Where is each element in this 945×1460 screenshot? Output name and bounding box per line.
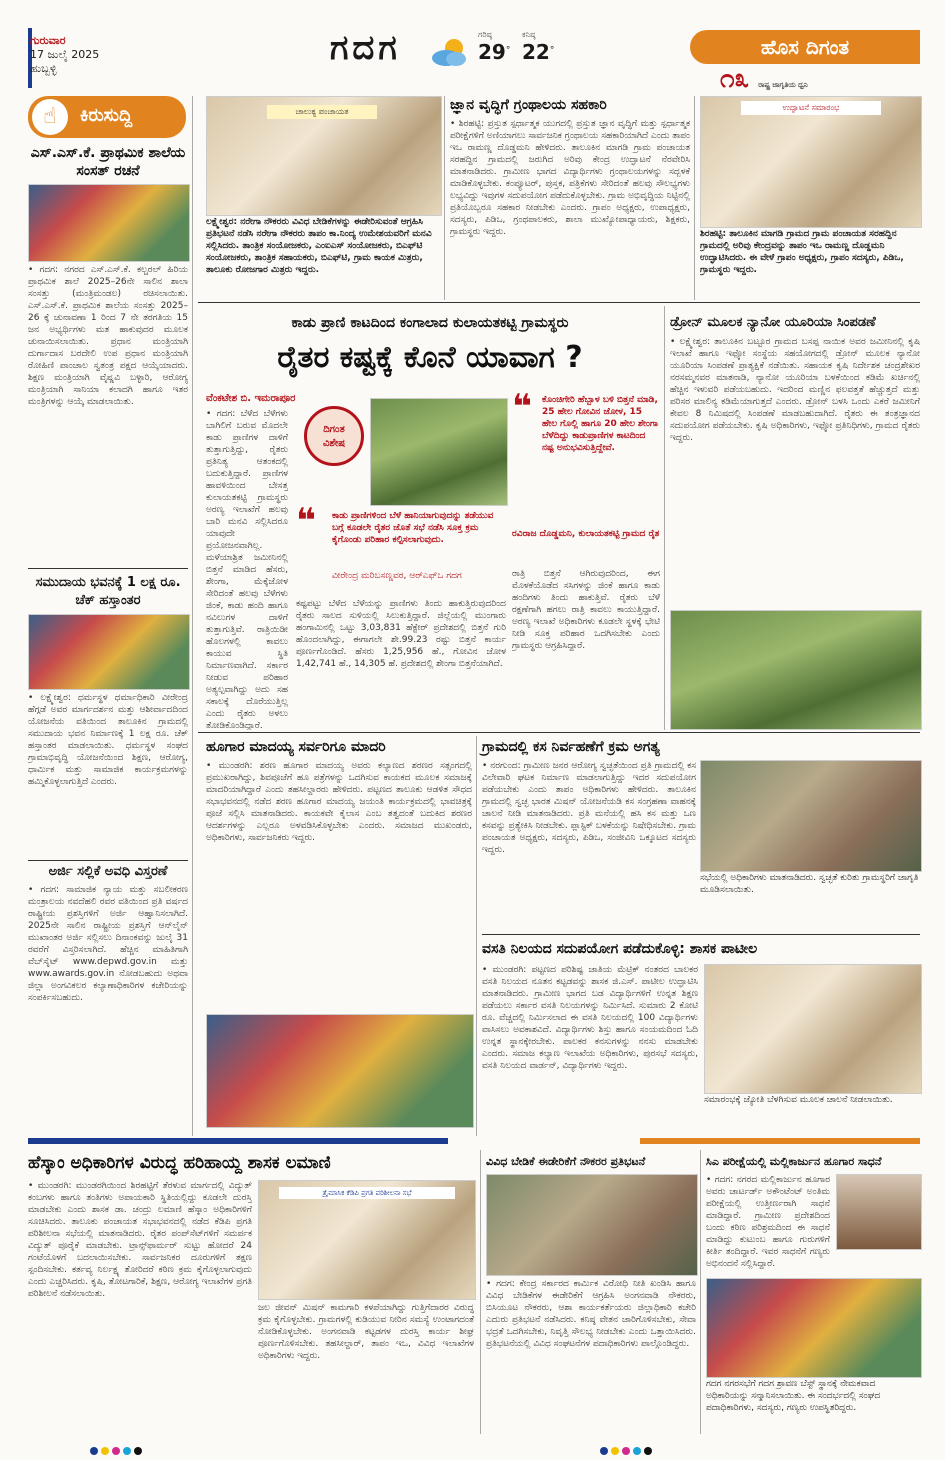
farmer-quote [512, 387, 660, 562]
hostel-title: ವಸತಿ ನಿಲಯದ ಸದುಪಯೋಗ ಪಡೆದುಕೊಳ್ಳಿ: ಶಾಸಕ ಪಾಟೀಲ [482, 941, 758, 957]
color-bar-right [640, 1138, 920, 1144]
max-deg: ° [505, 45, 511, 56]
hostel-caption: ಸಮಾರಂಭಕ್ಕೆ ಜ್ಯೋತಿ ಬೆಳಗಿಸುವ ಮೂಲಕ ಚಾಲನೆ ನೀಡಲಾಯಿತು. [704, 1095, 893, 1105]
escom-body: • ಮುಂಡರಗಿ: ಮುಂಡರಗಿಯಿಂದ ಶಿರಹಟ್ಟಿಗೆ ತೆರಳುವ ಮಾರ್ಗದಲ್ಲಿ ವಿದ್ಯುತ್ ಕಂಬಗಳು ಹಾಗೂ ತಂತಿಗಳು ಅಪಾಯಕಾರಿ ಸ್ಥಿತಿಯಲ್ಲಿದ್ದು ಕೂಡಲೇ ದುರಸ್ತಿ ಮಾಡಬೇಕು ಎಂದು ಶಾಸಕ ಡಾ. ಚಂದ್ರು ಲಮಾಣಿ ಹೆಸ್ಕಾಂ ಅಧಿಕಾರಿಗಳಿಗೆ ಸೂಚಿಸಿದರು. ತಾಲೂಕು ಪಂಚಾಯತ ಸಭಾಭವನದಲ್ಲಿ ನಡೆದ ಕೆಡಿಪಿ ಪ್ರಗತಿ ಪರಿಶೀಲನಾ ಸಭೆಯಲ್ಲಿ ಮಾತನಾಡಿದರು. ರೈತರ ಪಂಪ್‌ಸೆಟ್‌ಗಳಿಗೆ ಸಮರ್ಪಕ ವಿದ್ಯುತ್ ಪೂರೈಕೆ ಮಾಡಬೇಕು. ಟ್ರಾನ್ಸ್‌ಫಾರ್ಮರ್ ಸುಟ್ಟು ಹೋದರೆ 24 ಗಂಟೆಯೊಳಗೆ ಬದಲಾಯಿಸಬೇಕು. ಸಾರ್ವಜನಿಕರ ದೂರುಗಳಿಗೆ ತಕ್ಷಣ ಸ್ಪಂದಿಸಬೇಕು. ಕರ್ತವ್ಯ ನಿರ್ಲಕ್ಷ್ಯ ತೋರಿದರೆ ಕಠಿಣ ಕ್ರಮ ಕೈಗೊಳ್ಳಲಾಗುವುದು ಎಂದು ಎಚ್ಚರಿಸಿದರು. ಕೃಷಿ, ತೋಟಗಾರಿಕೆ, ಶಿಕ್ಷಣ, ಆರೋಗ್ಯ ಇಲಾಖೆಗಳ ಪ್ರಗತಿ ಪರಿಶೀಲನೆ ನಡೆಸಲಾಯಿತು. [28, 1181, 252, 1299]
waste-title: ಗ್ರಾಮದಲ್ಲಿ ಕಸ ನಿರ್ವಹಣೆಗೆ ಕ್ರಮ ಅಗತ್ಯ [482, 739, 660, 755]
kdp-meeting-photo [258, 1180, 476, 1300]
csp-body: • ಗದಗ: ನಗರದ ಮಲ್ಲಿಕಾರ್ಜುನ ಹೂಗಾರ ಅವರು ಚಾರ್ಟರ್ಡ್ ಅಕೌಂಟೆಂಟ್ ಅಂತಿಮ ಪರೀಕ್ಷೆಯಲ್ಲಿ ಉತ್ತೀರ್ಣರಾಗಿ ಸಾಧನೆ ಮಾಡಿದ್ದಾರೆ. ಗ್ರಾಮೀಣ ಪ್ರದೇಶದಿಂದ ಬಂದು ಕಠಿಣ ಪರಿಶ್ರಮದಿಂದ ಈ ಸಾಧನೆ ಮಾಡಿದ್ದು ಕುಟುಂಬ ಹಾಗೂ ಗುರುಗಳಿಗೆ ಕೀರ್ತಿ ತಂದಿದ್ದಾರೆ. ಇವರ ಸಾಧನೆಗೆ ಗಣ್ಯರು ಅಭಿನಂದನೆ ಸಲ್ಲಿಸಿದ್ದಾರೆ. [706, 1175, 830, 1269]
farmer-quote-by: ರವಿರಾಜ ದೊಡ್ಡಮನಿ, ಕುಲಾಯತಕಟ್ಟಿ ಗ್ರಾಮದ ರೈತ [512, 529, 660, 539]
library-inauguration-photo [700, 96, 922, 228]
masthead [0, 0, 945, 92]
footer-registration-dots [600, 1440, 655, 1450]
column-divider [476, 736, 477, 1136]
csp-title: ಸಿಎ ಪರೀಕ್ಷೆಯಲ್ಲಿ ಮಲ್ಲಿಕಾರ್ಜುನ ಹೂಗಾರ ಸಾಧನೆ [706, 1155, 882, 1168]
badge-line1: ದಿಗಂತ [323, 424, 345, 435]
hugar-jayanti-photo [206, 1014, 474, 1128]
quote-icon: ❝ [296, 501, 316, 541]
hostel-body: • ಮುಂಡರಗಿ: ಪಟ್ಟಣದ ಪರಿಶಿಷ್ಟ ಜಾತಿಯ ಮೆಟ್ರಿಕ್ ನಂತರದ ಬಾಲಕರ ವಸತಿ ನಿಲಯದ ನೂತನ ಕಟ್ಟಡವನ್ನು ಶಾಸಕ ಜಿ.ಎಸ್. ಪಾಟೀಲ ಉದ್ಘಾಟಿಸಿ ಮಾತನಾಡಿದರು. ಗ್ರಾಮೀಣ ಭಾಗದ ಬಡ ವಿದ್ಯಾರ್ಥಿಗಳಿಗೆ ಉನ್ನತ ಶಿಕ್ಷಣ ಪಡೆಯಲು ಸರ್ಕಾರ ವಸತಿ ನಿಲಯಗಳನ್ನು ನಿರ್ಮಿಸಿದೆ. ಸುಮಾರು 2 ಕೋಟಿ ರೂ. ವೆಚ್ಚದಲ್ಲಿ ನಿರ್ಮಿಸಲಾದ ಈ ವಸತಿ ನಿಲಯದಲ್ಲಿ 100 ವಿದ್ಯಾರ್ಥಿಗಳು ವಾಸಿಸಲು ಅವಕಾಶವಿದೆ. ವಿದ್ಯಾರ್ಥಿಗಳು ಶಿಸ್ತು ಹಾಗೂ ಸಂಯಮದಿಂದ ಓದಿ ಉನ್ನತ ಸ್ಥಾನಕ್ಕೇರಬೇಕು. ಪಾಲಕರ ಕನಸುಗಳನ್ನು ನನಸು ಮಾಡಬೇಕು ಎಂದರು. ಸಮಾಜ ಕಲ್ಯಾಣ ಇಲಾಖೆಯ ಅಧಿಕಾರಿಗಳು, ಪುರಸಭೆ ಸದಸ್ಯರು, ವಸತಿ ನಿಲಯದ ವಾರ್ಡನ್, ವಿದ್ಯಾರ್ಥಿಗಳು ಇದ್ದರು. [482, 965, 698, 1071]
escom-body2: ಜಲ ಜೀವನ್ ಮಿಷನ್ ಕಾಮಗಾರಿ ಕಳಪೆಯಾಗಿದ್ದು ಗುತ್ತಿಗೆದಾರರ ವಿರುದ್ಧ ಕ್ರಮ ಕೈಗೊಳ್ಳಬೇಕು. ಗ್ರಾಮಗಳಲ್ಲಿ ಕುಡಿಯುವ ನೀರಿನ ಸಮಸ್ಯೆ ಉಂಟಾಗದಂತೆ ನೋಡಿಕೊಳ್ಳಬೇಕು. ಅಂಗನವಾಡಿ ಕಟ್ಟಡಗಳ ದುರಸ್ತಿ ಕಾರ್ಯ ಶೀಘ್ರ ಪೂರ್ಣಗೊಳಿಸಬೇಕು. ತಹಸೀಲ್ದಾರ್, ತಾಪಂ ಇಒ, ವಿವಿಧ ಇಲಾಖೆಗಳ ಅಧಿಕಾರಿಗಳು ಇದ್ದರು. [258, 1303, 474, 1361]
min-deg: ° [549, 45, 555, 56]
rfo-quote-text: ಕಾಡು ಪ್ರಾಣಿಗಳಿಂದ ಬೆಳೆ ಹಾನಿಯಾಗುವುದನ್ನು ತಡೆಯುವ ಬಗ್ಗೆ ಕೂಡಲೇ ರೈತರ ಜೊತೆ ಸಭೆ ನಡೆಸಿ ಸೂಕ್ತ ಕ್ರಮ ಕೈಗೊಂಡು ಪರಿಹಾರ ಕಲ್ಪಿಸಲಾಗುವುದು. [332, 511, 494, 545]
max-temp: 29 [478, 40, 506, 64]
column-divider [444, 96, 445, 300]
section-title: ಕಿರುಸುದ್ದಿ [80, 105, 133, 126]
waste-caption: ಸಭೆಯಲ್ಲಿ ಅಧಿಕಾರಿಗಳು ಮಾತನಾಡಿದರು. ಸ್ವಚ್ಛತೆ ಕುರಿತು ಗ್ರಾಮಸ್ಥರಿಗೆ ಜಾಗೃತಿ ಮೂಡಿಸಲಾಯಿತು. [700, 873, 919, 895]
school-photo [28, 184, 190, 262]
drone-body: • ಲಕ್ಷ್ಮೇಶ್ವರ: ತಾಲೂಕಿನ ಬಟ್ಟೂರ ಗ್ರಾಮದ ಬಸಪ್ಪ ನಾಯಿಕ ಅವರ ಜಮೀನಿನಲ್ಲಿ ಕೃಷಿ ಇಲಾಖೆ ಹಾಗೂ ಇಫ್ಕೋ ಸಂಸ್ಥೆಯ ಸಹಯೋಗದಲ್ಲಿ ಡ್ರೋನ್ ಮೂಲಕ ನ್ಯಾನೋ ಯೂರಿಯಾ ಸಿಂಪಡಣೆ ಪ್ರಾತ್ಯಕ್ಷಿಕೆ ನಡೆಯಿತು. ಸಹಾಯಕ ಕೃಷಿ ನಿರ್ದೇಶಕ ಚಂದ್ರಶೇಖರ ನರಸಮ್ಮನವರ ಮಾತನಾಡಿ, ನ್ಯಾನೋ ಯೂರಿಯಾ ಬಳಕೆಯಿಂದ ಕಡಿಮೆ ಖರ್ಚಿನಲ್ಲಿ ಹೆಚ್ಚಿನ ಇಳುವರಿ ಪಡೆಯಬಹುದು. ಇದರಿಂದ ಮಣ್ಣಿನ ಫಲವತ್ತತೆ ಹೆಚ್ಚುತ್ತದೆ ಮತ್ತು ಪರಿಸರ ಮಾಲಿನ್ಯ ಕಡಿಮೆಯಾಗುತ್ತದೆ ಎಂದರು. ಡ್ರೋನ್ ಬಳಸಿ ಒಂದು ಎಕರೆ ಜಮೀನಿಗೆ ಕೇವಲ 8 ನಿಮಿಷದಲ್ಲಿ ಸಿಂಪಡಣೆ ಮಾಡಬಹುದಾಗಿದೆ. ರೈತರು ಈ ತಂತ್ರಜ್ಞಾನದ ಸದುಪಯೋಗ ಪಡೆಯಬೇಕು. ಕೃಷಿ ಅಧಿಕಾರಿಗಳು, ಇಫ್ಕೋ ಪ್ರತಿನಿಧಿಗಳು, ಗ್ರಾಮದ ರೈತರು ಇದ್ದರು. [670, 337, 920, 443]
sun-cloud-icon [430, 34, 470, 70]
waste-body: • ನರಗುಂದ: ಗ್ರಾಮೀಣ ಜನರ ಆರೋಗ್ಯ ಸ್ವಚ್ಛತೆಯಿಂದ ಪ್ರತಿ ಗ್ರಾಮದಲ್ಲಿ ಕಸ ವಿಲೇವಾರಿ ಘಟಕ ನಿರ್ಮಾಣ ಮಾಡಲಾಗುತ್ತಿದ್ದು ಇದರ ಸದುಪಯೋಗ ಪಡೆಯಬೇಕು ಎಂದು ತಾಪಂ ಅಧಿಕಾರಿಗಳು ಹೇಳಿದರು. ತಾಲೂಕಿನ ಗ್ರಾಮದಲ್ಲಿ ಸ್ವಚ್ಛ ಭಾರತ ಮಿಷನ್ ಯೋಜನೆಯಡಿ ಕಸ ಸಂಗ್ರಹಣಾ ವಾಹನಕ್ಕೆ ಚಾಲನೆ ನೀಡಿ ಮಾತನಾಡಿದರು. ಪ್ರತಿ ಮನೆಯಲ್ಲಿ ಹಸಿ ಕಸ ಮತ್ತು ಒಣ ಕಸವನ್ನು ಪ್ರತ್ಯೇಕಿಸಿ ನೀಡಬೇಕು. ಪ್ಲಾಸ್ಟಿಕ್ ಬಳಕೆಯನ್ನು ನಿಷೇಧಿಸಬೇಕು. ಗ್ರಾಮ ಪಂಚಾಯತ ಅಧ್ಯಕ್ಷರು, ಸದಸ್ಯರು, ಪಿಡಿಒ, ಸಂಜೀವಿನಿ ಒಕ್ಕೂಟದ ಸದಸ್ಯರು ಇದ್ದರು. [482, 761, 696, 855]
library-caption: ಶಿರಹಟ್ಟಿ: ತಾಲೂಕಿನ ಮಾಗಡಿ ಗ್ರಾಮದ ಗ್ರಾಮ ಪಂಚಾಯತ ಸರಹದ್ದಿನ ಗ್ರಾಮದಲ್ಲಿ ಅರಿವು ಕೇಂದ್ರವನ್ನು ತಾಪಂ ಇಒ ರಾಮಣ್ಣ ದೊಡ್ಡಮನಿ ಉದ್ಘಾಟಿಸಿದರು. ಈ ವೇಳೆ ಗ್ರಾಪಂ ಅಧ್ಯಕ್ಷರು, ಗ್ರಾಪಂ ಸದಸ್ಯರು, ಪಿಡಿಒ, ಗ್ರಾಮಸ್ಥರು ಇದ್ದರು. [700, 229, 904, 275]
city-title: ಗದಗ [330, 28, 401, 68]
divider [482, 934, 920, 935]
dot-black [134, 1447, 142, 1455]
hostel-inauguration-photo [704, 964, 922, 1094]
newspaper-logo [690, 30, 920, 92]
dot-blue [90, 1447, 98, 1455]
color-bar-left [28, 1138, 448, 1144]
weather-widget [430, 30, 560, 80]
waste-vehicle-photo [700, 760, 922, 872]
lead-body-col1: • ಗದಗ: ಬೆಳೆದ ಬೆಳೆಗಳು ಬಾಗಿಲಿಗೆ ಬರುವ ಮೊದಲೇ ಕಾಡು ಪ್ರಾಣಿಗಳ ದಾಳಿಗೆ ತುತ್ತಾಗುತ್ತಿದ್ದು, ರೈತರು ಪ್ರತಿನಿತ್ಯ ಆತಂಕದಲ್ಲಿ ಬದುಕುತ್ತಿದ್ದಾರೆ. ಪ್ರಾಣಿಗಳ ಹಾವಳಿಯಿಂದ ಬೇಸತ್ತ ಕುಲಾಯತಕಟ್ಟಿ ಗ್ರಾಮಸ್ಥರು ಅರಣ್ಯ ಇಲಾಖೆಗೆ ಹಲವು ಬಾರಿ ಮನವಿ ಸಲ್ಲಿಸಿದರೂ ಯಾವುದೇ ಪ್ರಯೋಜನವಾಗಿಲ್ಲ. ಮಳೆಯಾಶ್ರಿತ ಜಮೀನಿನಲ್ಲಿ ಬಿತ್ತನೆ ಮಾಡಿದ ಹೆಸರು, ಶೇಂಗಾ, ಮೆಕ್ಕೆಜೋಳ ಸೇರಿದಂತೆ ಹಲವು ಬೆಳೆಗಳು ಜಿಂಕೆ, ಕಾಡು ಹಂದಿ ಹಾಗೂ ನವಿಲುಗಳ ದಾಳಿಗೆ ತುತ್ತಾಗುತ್ತಿವೆ. ರಾತ್ರಿಯಿಡೀ ಹೊಲಗಳಲ್ಲಿ ಕಾವಲು ಕಾಯುವ ಸ್ಥಿತಿ ನಿರ್ಮಾಣವಾಗಿದೆ. ಸರ್ಕಾರ ನೀಡುವ ಪರಿಹಾರ ಅತ್ಯಲ್ಪವಾಗಿದ್ದು ಅದು ಸಹ ಸಕಾಲಕ್ಕೆ ದೊರೆಯುತ್ತಿಲ್ಲ ಎಂದು ರೈತರು ಅಳಲು ತೋಡಿಕೊಂಡಿದ್ದಾರೆ. [206, 409, 288, 730]
kirusuddi-banner [28, 96, 186, 138]
rfo-quote [296, 501, 506, 596]
logo-tagline: ರಾಷ್ಟ್ರ ಜಾಗೃತಿಯ ಧ್ವನಿ [758, 81, 808, 89]
sidebar-story1-title: ಎಸ್.ಎಸ್.ಕೆ. ಪ್ರಾಥಮಿಕ ಶಾಲೆಯ ಸಂಸತ್ ರಚನೆ [30, 145, 186, 179]
column-divider [664, 306, 665, 730]
masthead-place: ಹುಬ್ಬಳ್ಳಿ [30, 62, 57, 75]
dot-yellow [611, 1447, 619, 1455]
lead-title: ರೈತರ ಕಷ್ಟಕ್ಕೆ ಕೊನೆ ಯಾವಾಗ ? [277, 340, 583, 375]
hugar-title: ಹೂಗಾರ ಮಾದಯ್ಯ ಸರ್ವರಿಗೂ ಮಾದರಿ [206, 739, 386, 755]
logo-banner: ಹೊಸ ದಿಗಂತ [690, 30, 920, 64]
pointing-hand-icon: ☝ [32, 99, 68, 135]
photo-banner: ಚಾಲುಕ್ಯ ಪಂಚಾಯತ [267, 105, 377, 119]
lead-body-col2: ಕಷ್ಟಪಟ್ಟು ಬೆಳೆದ ಬೆಳೆಯನ್ನು ಪ್ರಾಣಿಗಳು ತಿಂದು ಹಾಕುತ್ತಿರುವುದರಿಂದ ರೈತರು ಸಾಲದ ಸುಳಿಯಲ್ಲಿ ಸಿಲುಕುತ್ತಿದ್ದಾರೆ. ಜಿಲ್ಲೆಯಲ್ಲಿ ಮುಂಗಾರು ಹಂಗಾಮಿನಲ್ಲಿ ಒಟ್ಟು 3,03,831 ಹೆಕ್ಟೇರ್ ಪ್ರದೇಶದಲ್ಲಿ ಬಿತ್ತನೆ ಗುರಿ ಹೊಂದಲಾಗಿದ್ದು, ಈಗಾಗಲೇ ಶೇ.99.23 ರಷ್ಟು ಬಿತ್ತನೆ ಕಾರ್ಯ ಪೂರ್ಣಗೊಂಡಿದೆ. ಹೆಸರು 1,25,956 ಹೆ., ಗೋವಿನ ಜೋಳ 1,42,741 ಹೆ., 14,305 ಹೆ. ಪ್ರದೇಶದಲ್ಲಿ ಶೇಂಗಾ ಬಿತ್ತನೆಯಾಗಿದೆ. [296, 599, 506, 669]
nrega-caption: ಲಕ್ಷ್ಮೇಶ್ವರ: ನರೇಗಾ ನೌಕರರು ವಿವಿಧ ಬೇಡಿಕೆಗಳನ್ನು ಈಡೇರಿಸುವಂತೆ ಆಗ್ರಹಿಸಿ ಪ್ರತಿಭಟನೆ ನಡೆಸಿ ನರೇಗಾ ನೌಕರರು ತಾಪಂ ಕಾ.ನಿಂದ್ಯ ಉಮೇಶಯವರಿಗೆ ಮನವಿ ಸಲ್ಲಿಸಿದರು. ತಾಂತ್ರಿಕ ಸಂಯೋಜಕರು, ಎಂಐಎಸ್ ಸಂಯೋಜಕರು, ಬಿಎಫ್‌ಟಿ ಸಂಯೋಜಕರು, ತಾಂತ್ರಿಕ ಸಹಾಯಕರು, ಬಿಎಫ್‌ಟಿ, ಗ್ರಾಮ ಕಾಯಕ ಮಿತ್ರರು, ತಾಲೂಕು ರೋಜಗಾರ ಮಿತ್ರರು ಇದ್ದರು. [206, 217, 432, 275]
protest-body: • ಗದಗ: ಕೇಂದ್ರ ಸರ್ಕಾರದ ಕಾರ್ಮಿಕ ವಿರೋಧಿ ನೀತಿ ಖಂಡಿಸಿ ಹಾಗೂ ವಿವಿಧ ಬೇಡಿಕೆಗಳ ಈಡೇರಿಕೆಗೆ ಆಗ್ರಹಿಸಿ ಅಂಗನವಾಡಿ ನೌಕರರು, ಬಿಸಿಯೂಟ ನೌಕರರು, ಆಶಾ ಕಾರ್ಯಕರ್ತೆಯರು ಜಿಲ್ಲಾಧಿಕಾರಿ ಕಚೇರಿ ಎದುರು ಪ್ರತಿಭಟನೆ ನಡೆಸಿದರು. ಕನಿಷ್ಠ ವೇತನ ಜಾರಿಗೊಳಿಸಬೇಕು, ಸೇವಾ ಭದ್ರತೆ ಒದಗಿಸಬೇಕು, ನಿವೃತ್ತಿ ಸೌಲಭ್ಯ ನೀಡಬೇಕು ಎಂದು ಒತ್ತಾಯಿಸಿದರು. ಪ್ರತಿಭಟನೆಯಲ್ಲಿ ವಿವಿಧ ಸಂಘಟನೆಗಳ ಪದಾಧಿಕಾರಿಗಳು ಪಾಲ್ಗೊಂಡಿದ್ದರು. [486, 1279, 696, 1349]
footer-registration-dots [90, 1440, 145, 1450]
digant-special-badge-icon [304, 406, 364, 466]
masthead-day: ಗುರುವಾರ [30, 34, 66, 47]
crop-field-photo [370, 398, 508, 506]
sidebar-story2-body: • ಲಕ್ಷ್ಮೇಶ್ವರ: ಧರ್ಮಸ್ಥಳ ಧರ್ಮಾಧಿಕಾರಿ ವೀರೇಂದ್ರ ಹೆಗ್ಗಡೆ ಅವರ ಮಾರ್ಗದರ್ಶನ ಮತ್ತು ಆಶೀರ್ವಾದದಿಂದ ಯೋಜನೆಯ ವತಿಯಿಂದ ತಾಲೂಕಿನ ಗ್ರಾಮದಲ್ಲಿ ಸಮುದಾಯ ಭವನ ನಿರ್ಮಾಣಕ್ಕೆ 1 ಲಕ್ಷ ರೂ. ಚೆಕ್ ಹಸ್ತಾಂತರ ಮಾಡಲಾಯಿತು. ಧರ್ಮಸ್ಥಳ ಸಂಘದ ಗ್ರಾಮಾಭಿವೃದ್ಧಿ ಯೋಜನೆಯಿಂದ ಶಿಕ್ಷಣ, ಆರೋಗ್ಯ, ಧಾರ್ಮಿಕ ಮತ್ತು ಸಾಮಾಜಿಕ ಕಾರ್ಯಕ್ರಮಗಳನ್ನು ಹಮ್ಮಿಕೊಳ್ಳಲಾಗುತ್ತಿದೆ ಎಂದರು. [28, 693, 188, 787]
drone-title: ಡ್ರೋನ್ ಮೂಲಕ ನ್ಯಾನೋ ಯೂರಿಯಾ ಸಿಂಪಡಣೆ [670, 315, 876, 330]
hugar-body: • ಮುಂಡರಗಿ: ಶರಣ ಹೂಗಾರ ಮಾದಯ್ಯ ಅವರು ಕಲ್ಯಾಣದ ಶರಣರ ಸತ್ಸಂಗದಲ್ಲಿ ಪ್ರಮುಖರಾಗಿದ್ದು, ಶಿವಪೂಜೆಗೆ ಹೂ ಪತ್ರೆಗಳನ್ನು ಒದಗಿಸುವ ಕಾಯಕದ ಮೂಲಕ ಸಮಾಜಕ್ಕೆ ಮಾದರಿಯಾಗಿದ್ದಾರೆ ಎಂದು ತಹಸೀಲ್ದಾರರು ಹೇಳಿದರು. ಪಟ್ಟಣದ ತಾಲೂಕು ಆಡಳಿತ ಸೌಧದ ಸಭಾಭವನದಲ್ಲಿ ನಡೆದ ಶರಣ ಹೂಗಾರ ಮಾದಯ್ಯ ಜಯಂತಿ ಕಾರ್ಯಕ್ರಮದಲ್ಲಿ ಭಾವಚಿತ್ರಕ್ಕೆ ಪೂಜೆ ಸಲ್ಲಿಸಿ ಮಾತನಾಡಿದರು. ಕಾಯಕವೇ ಕೈಲಾಸ ಎಂಬ ತತ್ವದಂತೆ ಬದುಕಿದ ಶರಣರ ಆದರ್ಶಗಳನ್ನು ಎಲ್ಲರೂ ಅಳವಡಿಸಿಕೊಳ್ಳಬೇಕು ಎಂದರು. ಸಮಾಜದ ಮುಖಂಡರು, ಅಧಿಕಾರಿಗಳು, ಸಾರ್ವಜನಿಕರು ಇದ್ದರು. [206, 761, 472, 843]
sidebar-story3-title: ಅರ್ಜಿ ಸಲ್ಲಿಕೆ ಅವಧಿ ವಿಸ್ತರಣೆ [48, 864, 168, 879]
sidebar-story1-body: • ಗದಗ: ನಗರದ ಎಸ್.ಎಸ್.ಕೆ. ಕಲ್ಚರಲ್ ಹಿರಿಯ ಪ್ರಾಥಮಿಕ ಶಾಲೆ 2025–26ನೇ ಸಾಲಿನ ಶಾಲಾ ಸಂಸತ್ತು (ಮಂತ್ರಿಮಂಡಲ) ರಚಿಸಲಾಯಿತು. ಎಸ್.ಎಸ್.ಕೆ. ಪ್ರಾಥಮಿಕ ಶಾಲೆಯ ಸಂಸತ್ತು 2025–26 ಕ್ಕೆ ಚುನಾವಣಾ 1 ರಿಂದ 7 ನೇ ತರಗತಿಯ 15 ಜನ ಅಭ್ಯರ್ಥಿಗಳು ಮತ ಹಾಕುವುದರ ಮೂಲಕ ಚುನಾಯಿಸಲಾಯಿತು. ಪ್ರಧಾನ ಮಂತ್ರಿಯಾಗಿ ದುರ್ಗಾದಾಸ ಬರದೇಲಿ ಉಪ ಪ್ರಧಾನ ಮಂತ್ರಿಯಾಗಿ ರೋಹಿಣಿ ಪಾಂಚಾಲ ಸ್ವತಂತ್ರ ಪಕ್ಷದ ಆಯ್ಕೆಯಾದರು. ಶಿಕ್ಷಣ ಮಂತ್ರಿಯಾಗಿ ವೈಷ್ಣವಿ ಬಳ್ಳಾರಿ, ಆರೋಗ್ಯ ಮಂತ್ರಿಯಾಗಿ ಸಾನಿಯಾ ಕಲಾದಗಿ ಹಾಗೂ ಇತರ ಮಂತ್ರಿಗಳನ್ನು ಆಯ್ಕೆ ಮಾಡಲಾಯಿತು. [28, 265, 188, 407]
nrega-protest-photo [206, 96, 442, 216]
divider [28, 568, 188, 569]
min-temp-label: ಕನಿಷ್ಠ [522, 30, 536, 39]
lead-byline: ವೆಂಕಟೇಶ ಬಿ. ಇಮರಾಪೂರ [206, 393, 296, 404]
column-divider [694, 96, 695, 300]
lead-body-col3: ರಾತ್ರಿ ಬಿತ್ತನೆ ಆಗಿರುವುದರಿಂದ, ಈಗ ಮೊಳಕೆಯೊಡೆದ ಸಸಿಗಳನ್ನು ಜಿಂಕೆ ಹಾಗೂ ಕಾಡು ಹಂದಿಗಳು ತಿಂದು ಹಾಕುತ್ತಿವೆ. ರೈತರು ಬೆಳೆ ರಕ್ಷಣೆಗಾಗಿ ಹಗಲು ರಾತ್ರಿ ಕಾವಲು ಕಾಯುತ್ತಿದ್ದಾರೆ. ಅರಣ್ಯ ಇಲಾಖೆ ಅಧಿಕಾರಿಗಳು ಕೂಡಲೇ ಸ್ಥಳಕ್ಕೆ ಭೇಟಿ ನೀಡಿ ಸೂಕ್ತ ಪರಿಹಾರ ಒದಗಿಸಬೇಕು ಎಂದು ಗ್ರಾಮಸ್ಥರು ಆಗ್ರಹಿಸಿದ್ದಾರೆ. [512, 569, 660, 651]
dot-cyan [633, 1447, 641, 1455]
dot-cyan [123, 1447, 131, 1455]
photo-banner: ಉದ್ಘಾಟನೆ ಸಮಾರಂಭ [741, 101, 881, 115]
quote-icon: ❝ [512, 387, 532, 427]
column-divider [700, 1150, 701, 1434]
community-hall-photo [28, 614, 190, 690]
farmer-quote-text: ಕೊಂಚಿಗೇರಿ ಹೆಬ್ಬಾಳ ಬಳಿ ಬಿತ್ತನೆ ಮಾಡಿ, 25 ಹೇಲ ಗೋವಿನ ಜೋಳ, 15 ಹೇಲ ಗೊಲ್ಲಿ ಹಾಗೂ 20 ಹೇಲ ಶೇಂಗಾ ಬೆಳೆದಿದ್ದು ಕಾಡುಪ್ರಾಣಿಗಳ ಕಾಟದಿಂದ ನಷ್ಟ ಅನುಭವಿಸುತ್ತಿದ್ದೇವೆ. [542, 395, 658, 453]
portrait-photo [836, 1174, 922, 1250]
dot-magenta [112, 1447, 120, 1455]
max-temp-label: ಗರಿಷ್ಠ [478, 30, 492, 39]
column-divider [192, 96, 193, 1136]
escom-title: ಹೆಸ್ಕಾಂ ಅಧಿಕಾರಿಗಳ ವಿರುದ್ಧ ಹರಿಹಾಯ್ದ ಶಾಸಕ ಲಮಾಣಿ [28, 1153, 331, 1173]
min-temp: 22 [522, 40, 550, 64]
sidebar-story3-body: • ಗದಗ: ಸಾಮಾಜಿಕ ನ್ಯಾಯ ಮತ್ತು ಸಬಲೀಕರಣ ಮಂತ್ರಾಲಯ ನವದೆಹಲಿ ರವರ ವತಿಯಿಂದ ಪ್ರತಿ ವರ್ಷದ ರಾಷ್ಟ್ರೀಯ ಪ್ರಶಸ್ತಿಗಳಿಗೆ ಅರ್ಜಿ ಆಹ್ವಾನಿಸಲಾಗಿದೆ. 2025ನೇ ಸಾಲಿನ ರಾಷ್ಟ್ರೀಯ ಪ್ರಶಸ್ತಿಗೆ ಆನ್‌ಲೈನ್ ಮುಖಾಂತರ ಅರ್ಜಿ ಸಲ್ಲಿಸಲು ದಿನಾಂಕವನ್ನು ಜುಲೈ 31 ರವರೆಗೆ ವಿಸ್ತರಿಸಲಾಗಿದೆ. ಹೆಚ್ಚಿನ ಮಾಹಿತಿಗಾಗಿ ವೆಬ್‌ಸೈಟ್ www.depwd.gov.in ಮತ್ತು www.awards.gov.in ನೋಡಬಹುದು ಅಥವಾ ಜಿಲ್ಲಾ ಅಂಗವಿಕಲರ ಕಲ್ಯಾಣಾಧಿಕಾರಿಗಳ ಕಚೇರಿಯನ್ನು ಸಂಪರ್ಕಿಸಬಹುದು. [28, 885, 188, 1003]
library-title: ಜ್ಞಾನ ವೃದ್ಧಿಗೆ ಗ್ರಂಥಾಲಯ ಸಹಕಾರಿ [450, 97, 607, 113]
date-box [30, 34, 180, 94]
page-number: ೧೩ [720, 64, 750, 94]
dot-black [644, 1447, 652, 1455]
photo-banner: ತ್ರೈಮಾಸಿಕ ಕೆಡಿಪಿ ಪ್ರಗತಿ ಪರಿಶೀಲನಾ ಸಭೆ [279, 1187, 455, 1199]
felicitation-caption: ಗದಗ ನಗರಸಭೆಗೆ ಗದಗ ಶ್ರಾವಣ ಬೆಸ್ಟ್ ಸ್ಥಾನಕ್ಕೆ ನೇಮಕವಾದ ಅಧಿಕಾರಿಯನ್ನು ಸನ್ಮಾನಿಸಲಾಯಿತು. ಈ ಸಂದರ್ಭದಲ್ಲಿ ಸಂಘದ ಪದಾಧಿಕಾರಿಗಳು, ಸದಸ್ಯರು, ಗಣ್ಯರು ಉಪಸ್ಥಿತರಿದ್ದರು. [706, 1379, 881, 1413]
library-body: • ಶಿರಹಟ್ಟಿ: ಪ್ರಸ್ತುತ ಸ್ಪರ್ಧಾತ್ಮಕ ಯುಗದಲ್ಲಿ ಪ್ರಸ್ತುತ ಜ್ಞಾನ ವೃದ್ಧಿಗೆ ಮತ್ತು ಸ್ಪರ್ಧಾತ್ಮಕ ಪರೀಕ್ಷೆಗಳಿಗೆ ಅಣಿಯಾಗಲು ಸಾರ್ವಜನಿಕ ಗ್ರಂಥಾಲಯ ಸಹಕಾರಿಯಾಗಿದೆ ಎಂದು ತಾಪಂ ಇಒ ರಾಮಣ್ಣ ದೊಡ್ಡಮನಿ ಹೇಳಿದರು. ತಾಲೂಕಿನ ಮಾಗಡಿ ಗ್ರಾಮ ಪಂಚಾಯತ ಸರಹದ್ದಿನ ಗ್ರಾಮದಲ್ಲಿ ಜರುಗಿದ ಅರಿವು ಕೇಂದ್ರ ಉದ್ಘಾಟನೆ ನೆರವೇರಿಸಿ ಮಾತನಾಡಿದರು. ಗ್ರಾಮೀಣ ಭಾಗದ ವಿದ್ಯಾರ್ಥಿಗಳು ಗ್ರಂಥಾಲಯಗಳನ್ನು ಸದ್ಬಳಕೆ ಮಾಡಿಕೊಳ್ಳಬೇಕು. ಕಂಪ್ಯೂಟರ್, ಪುಸ್ತಕ, ಪತ್ರಿಕೆಗಳು ಸೇರಿದಂತೆ ಹಲವು ಸೌಲಭ್ಯಗಳು ಲಭ್ಯವಿದ್ದು ಇವುಗಳ ಸದುಪಯೋಗ ಪಡೆದುಕೊಳ್ಳಬೇಕು. ಗ್ರಾಮ ಅಭಿವೃದ್ಧಿಯ ನಿಟ್ಟಿನಲ್ಲಿ ಪ್ರತಿಯೊಬ್ಬರೂ ಸಹಕಾರ ನೀಡಬೇಕು ಎಂದರು. ಗ್ರಾಪಂ ಅಧ್ಯಕ್ಷರು, ಉಪಾಧ್ಯಕ್ಷರು, ಸದಸ್ಯರು, ಪಿಡಿಒ, ಗ್ರಂಥಪಾಲಕರು, ಶಾಲಾ ಮುಖ್ಯೋಪಾಧ್ಯಾಯರು, ಶಿಕ್ಷಕರು, ಗ್ರಾಮಸ್ಥರು ಇದ್ದರು. [450, 119, 690, 237]
sidebar-story2-title: ಸಮುದಾಯ ಭವನಕ್ಕೆ 1 ಲಕ್ಷ ರೂ. ಚೆಕ್ ಹಸ್ತಾಂತರ [35, 575, 181, 608]
dot-magenta [622, 1447, 630, 1455]
masthead-date: 17 ಜುಲೈ 2025 [30, 48, 100, 61]
protest-title: ವಿವಿಧ ಬೇಡಿಕೆ ಈಡೇರಿಕೆಗೆ ನೌಕರರ ಪ್ರತಿಭಟನೆ [486, 1155, 646, 1168]
divider [198, 302, 920, 303]
lead-kicker: ಕಾಡು ಪ್ರಾಣಿ ಕಾಟದಿಂದ ಕಂಗಾಲಾದ ಕುಲಾಯತಕಟ್ಟಿ ಗ್ರಾಮಸ್ಥರು [291, 315, 569, 331]
column-divider [480, 1150, 481, 1434]
divider [198, 732, 920, 733]
badge-line2: ವಿಶೇಷ [322, 438, 345, 449]
protest-photo [486, 1174, 698, 1276]
rfo-quote-by: ವೀರೇಂದ್ರ ಮರಿಬಸಣ್ಣವರ, ಆರ್‌ಎಫ್‌ಒ ಗದಗ [332, 571, 462, 581]
divider [28, 860, 188, 861]
felicitation-photo [706, 1278, 922, 1378]
drone-demo-photo [670, 610, 922, 730]
dot-yellow [101, 1447, 109, 1455]
dot-blue [600, 1447, 608, 1455]
